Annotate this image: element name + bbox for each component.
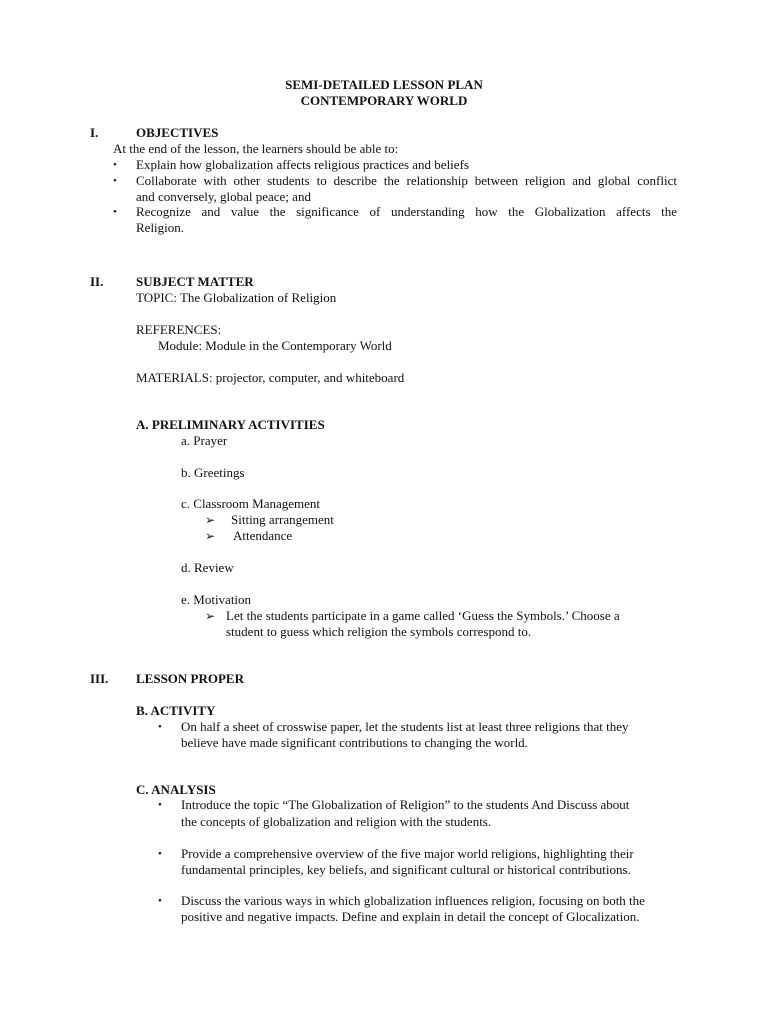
section-numeral-objectives: I.: [90, 125, 99, 140]
preliminary-greetings: b. Greetings: [181, 465, 245, 480]
topic-line: TOPIC: The Globalization of Religion: [136, 290, 337, 305]
section-numeral-lesson-proper: III.: [90, 671, 109, 686]
objective-item-2-line-1: Collaborate with other students to describe the relationship between religion and global conflict: [136, 173, 677, 188]
analysis-item-1-line-1: Introduce the topic “The Globalization of Religion” to the students And Discuss about: [181, 797, 630, 812]
document-title: SEMI-DETAILED LESSON PLAN: [285, 77, 483, 92]
motivation-line-1: Let the students participate in a game called ‘Guess the Symbols.’ Choose a: [226, 608, 620, 623]
section-heading-lesson-proper: LESSON PROPER: [136, 671, 244, 686]
objective-item-2-line-2: and conversely, global peace; and: [136, 189, 311, 204]
analysis-heading: C. ANALYSIS: [136, 782, 216, 797]
preliminary-activities-heading: A. PRELIMINARY ACTIVITIES: [136, 417, 325, 432]
section-heading-subject-matter: SUBJECT MATTER: [136, 274, 254, 289]
arrow-bullet-icon: ➢: [205, 513, 216, 527]
bullet-icon: •: [158, 848, 162, 860]
objective-item-3-line-2: Religion.: [136, 220, 185, 235]
objective-item-1: Explain how globalization affects religious practices and beliefs: [136, 157, 469, 172]
arrow-bullet-icon: ➢: [205, 529, 216, 543]
motivation-line-2: student to guess which religion the symbols correspond to.: [226, 624, 532, 639]
analysis-item-3-line-1: Discuss the various ways in which globalization influences religion, focusing on both the: [181, 893, 645, 908]
classroom-item-attendance: Attendance: [233, 528, 293, 543]
bullet-icon: •: [113, 206, 117, 218]
preliminary-classroom-management: c. Classroom Management: [181, 496, 320, 511]
activity-heading: B. ACTIVITY: [136, 703, 216, 718]
section-numeral-subject-matter: II.: [90, 274, 104, 289]
preliminary-review: d. Review: [181, 560, 234, 575]
materials-line: MATERIALS: projector, computer, and whiteboard: [136, 370, 405, 385]
preliminary-prayer: a. Prayer: [181, 433, 228, 448]
objectives-intro: At the end of the lesson, the learners should be able to:: [113, 141, 399, 156]
activity-line-2: believe have made significant contributions to changing the world.: [181, 735, 528, 750]
reference-module: Module: Module in the Contemporary World: [158, 338, 392, 353]
preliminary-motivation: e. Motivation: [181, 592, 252, 607]
bullet-icon: •: [158, 895, 162, 907]
document-subtitle: CONTEMPORARY WORLD: [300, 93, 468, 108]
objective-item-3-line-1: Recognize and value the significance of understanding how the Globalization affects the: [136, 204, 677, 219]
analysis-item-3-line-2: positive and negative impacts. Define and explain in detail the concept of Glocalization.: [181, 909, 640, 924]
bullet-icon: •: [113, 175, 117, 187]
bullet-icon: •: [113, 159, 117, 171]
arrow-bullet-icon: ➢: [205, 609, 216, 623]
analysis-item-1-line-2: the concepts of globalization and religion with the students.: [181, 814, 492, 829]
activity-line-1: On half a sheet of crosswise paper, let the students list at least three religions that they: [181, 719, 629, 734]
classroom-item-sitting: Sitting arrangement: [231, 512, 334, 527]
references-label: REFERENCES:: [136, 322, 222, 337]
analysis-item-2-line-2: fundamental principles, key beliefs, and significant cultural or historical contributions.: [181, 862, 631, 877]
bullet-icon: •: [158, 721, 162, 733]
bullet-icon: •: [158, 799, 162, 811]
analysis-item-2-line-1: Provide a comprehensive overview of the five major world religions, highlighting their: [181, 846, 634, 861]
section-heading-objectives: OBJECTIVES: [136, 125, 219, 140]
